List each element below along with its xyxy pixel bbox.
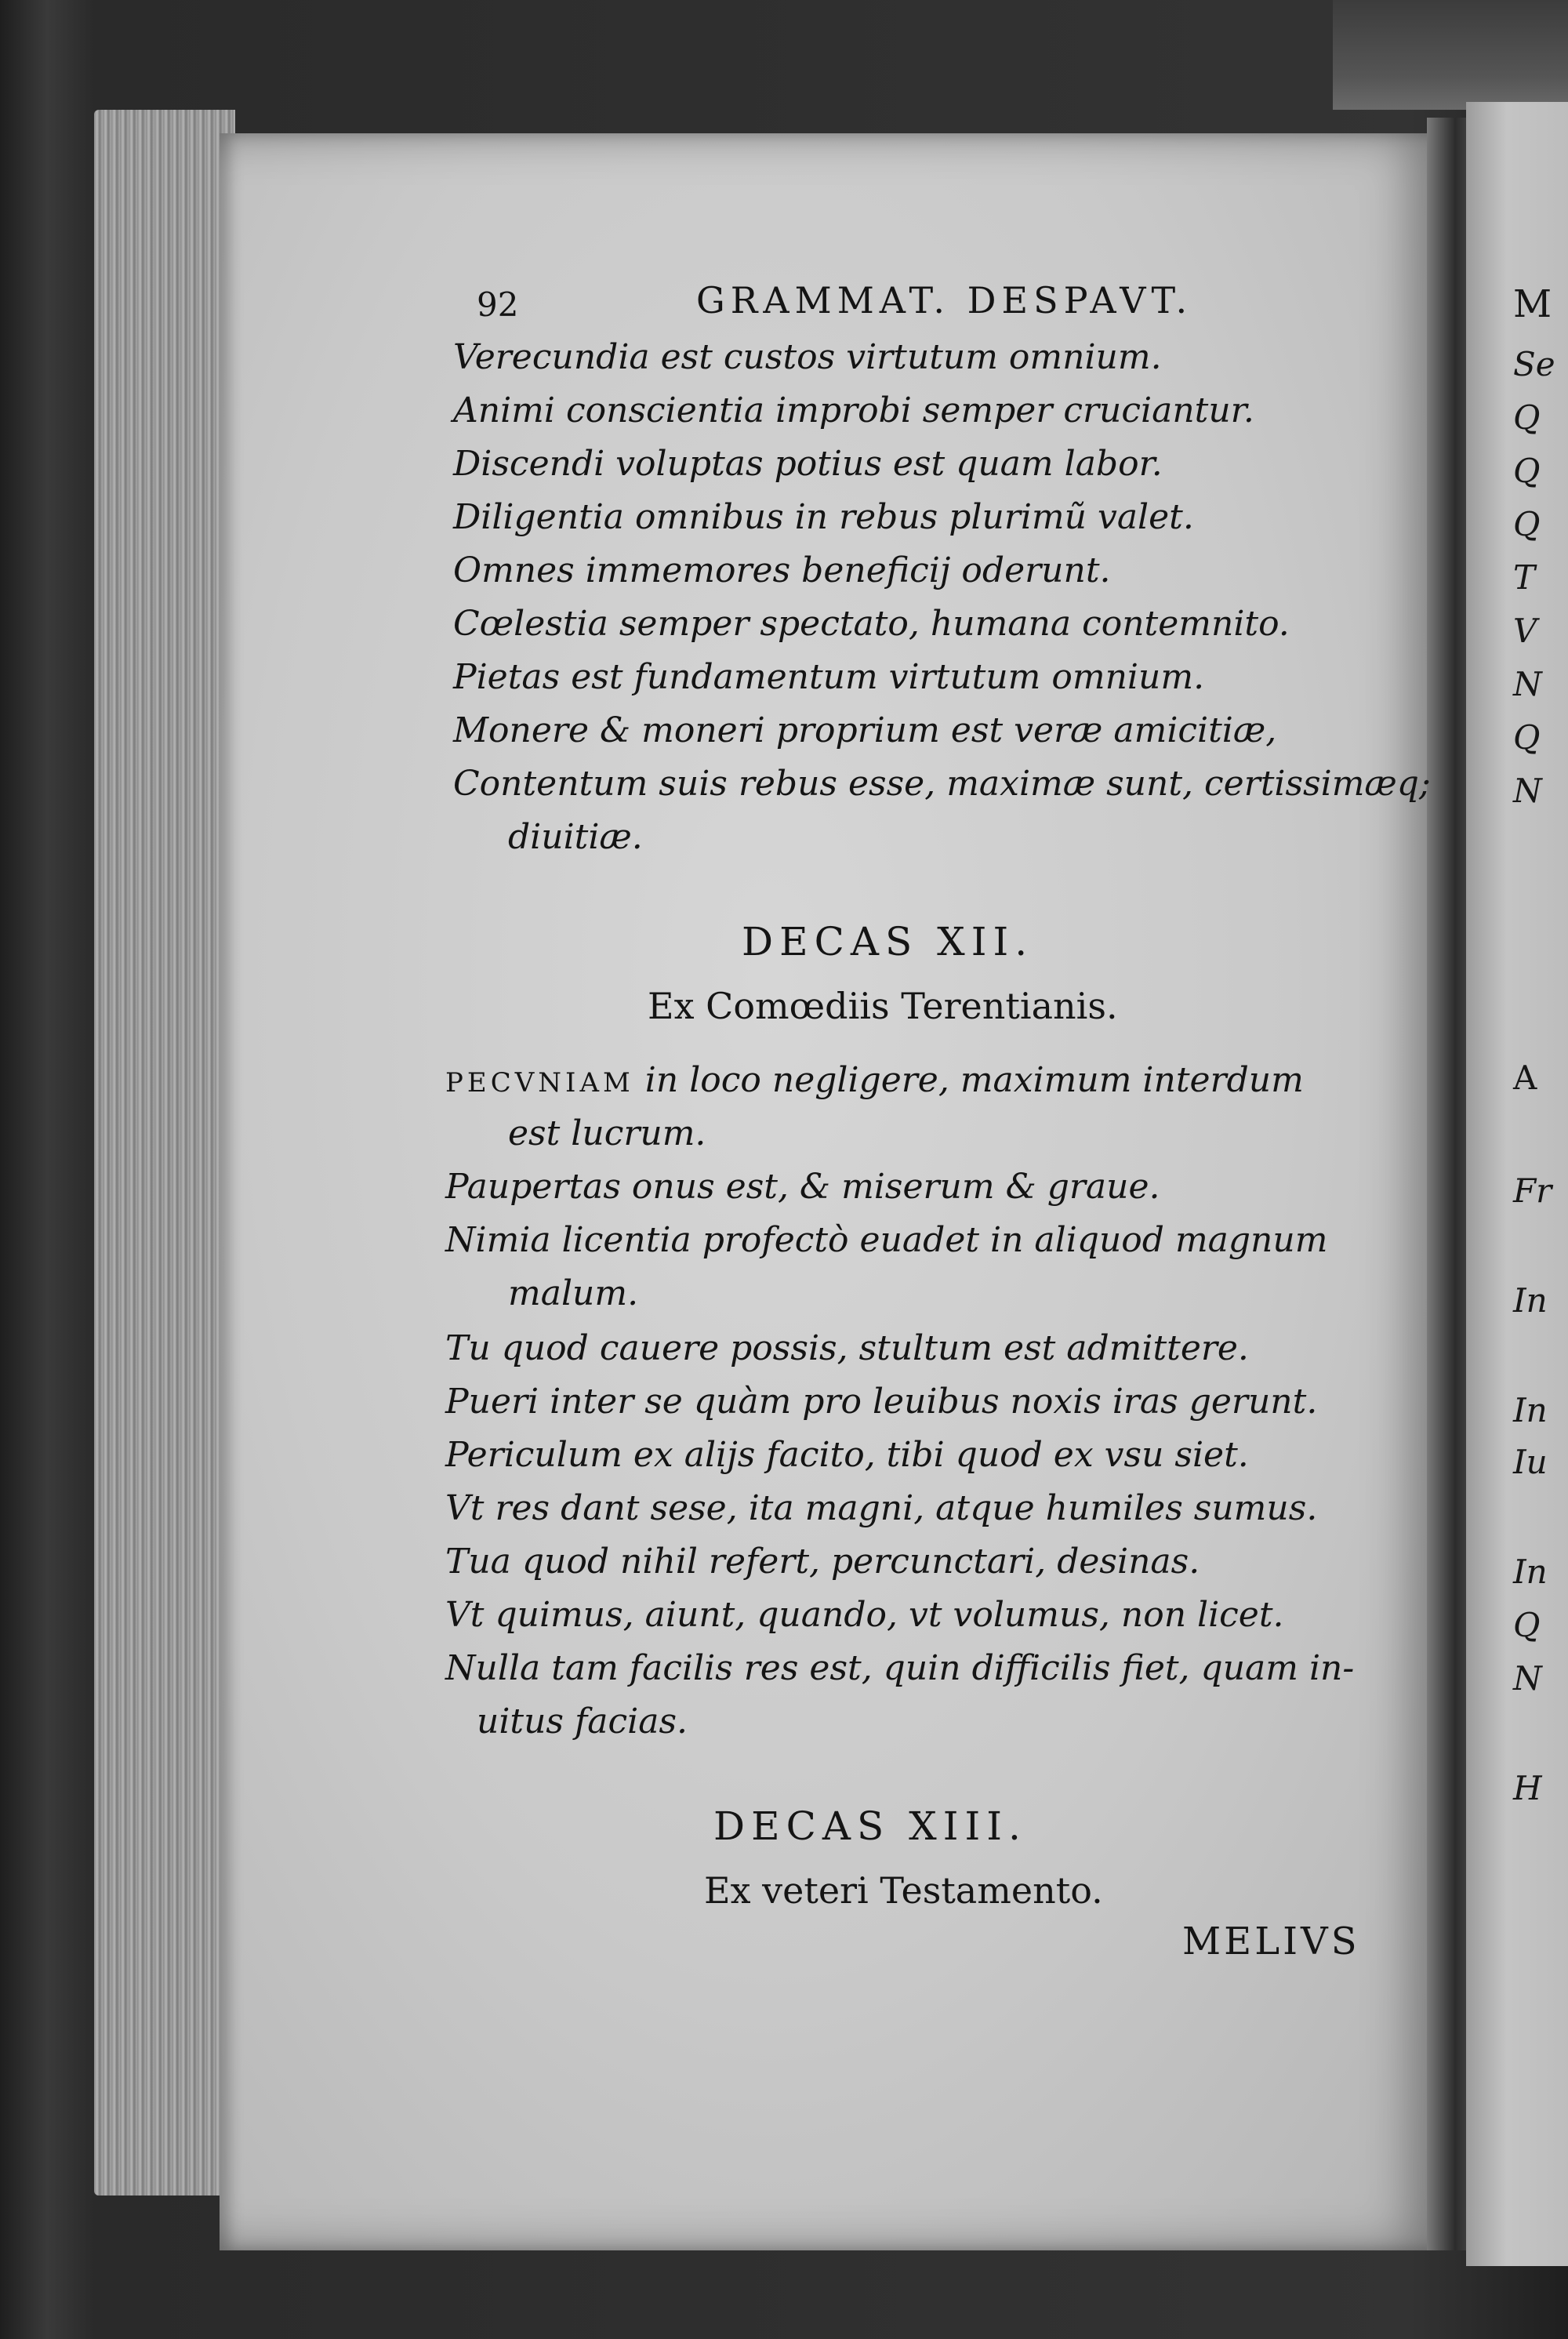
text-line: Omnes immemores beneficij oderunt.: [453, 550, 1111, 590]
text-line: Nulla tam facilis res est, quin difficilis fiet, quam in-: [445, 1648, 1355, 1688]
first-line-rest: in loco negligere, maximum interdum: [633, 1060, 1304, 1100]
text-line: Verecundia est custos virtutum omnium.: [453, 337, 1162, 377]
section-subheading: Ex Comœdiis Terentianis.: [648, 985, 1118, 1027]
right-page-fragment: N: [1513, 772, 1542, 810]
catchword: MELIVS: [1182, 1920, 1360, 1963]
right-page-fragment: Q: [1513, 718, 1541, 757]
text-line: Nimia licentia profectò euadet in aliquod magnum: [445, 1220, 1328, 1260]
text-line: Cœlestia semper spectato, humana contemnito.: [453, 604, 1290, 644]
page-edges: [94, 110, 235, 2196]
right-page-fragment: Q: [1513, 398, 1541, 437]
text-line: Discendi voluptas potius est quam labor.: [453, 444, 1163, 484]
text-line: Tu quod cauere possis, stultum est admittere.: [445, 1328, 1249, 1368]
text-line: Tua quod nihil refert, percunctari, desinas.: [445, 1542, 1200, 1582]
right-page-fragment: Se: [1513, 345, 1555, 383]
section-subheading: Ex veteri Testamento.: [704, 1869, 1103, 1912]
book-cloth-top: [1333, 0, 1568, 110]
text-line: Pietas est fundamentum virtutum omnium.: [453, 657, 1205, 697]
right-page-fragment: Q: [1513, 1606, 1541, 1644]
initial-caps-word: PECVNIAM: [445, 1067, 634, 1099]
right-page-fragment: N: [1513, 665, 1542, 703]
right-page-fragment: Q: [1513, 452, 1541, 490]
text-line: diuitiæ.: [508, 817, 643, 857]
right-page-fragment: Q: [1513, 505, 1541, 543]
text-line: Pueri inter se quàm pro leuibus noxis iras gerunt.: [445, 1382, 1318, 1422]
right-page-fragment: Fr: [1513, 1171, 1552, 1210]
running-head: GRAMMAT. DESPAVT.: [696, 279, 1193, 321]
text-line: uitus facias.: [477, 1702, 688, 1742]
text-line: Monere & moneri proprium est veræ amicitiæ,: [453, 710, 1277, 750]
right-page-fragment: T: [1513, 558, 1536, 597]
text-line: Vt res dant sese, ita magni, atque humiles sumus.: [445, 1488, 1318, 1528]
text-line: Periculum ex alijs facito, tibi quod ex vsu siet.: [445, 1435, 1249, 1475]
text-line: malum.: [508, 1273, 639, 1313]
right-page-fragment: M: [1513, 282, 1552, 326]
text-line: Contentum suis rebus esse, maximæ sunt, certissimæq;: [453, 764, 1431, 804]
text-line: Diligentia omnibus in rebus plurimũ valet.: [453, 497, 1194, 537]
right-page-fragment: In: [1513, 1281, 1548, 1320]
right-page-fragment: In: [1513, 1391, 1548, 1429]
right-page-fragment: In: [1513, 1553, 1548, 1591]
page-number: 92: [477, 285, 519, 324]
right-page-fragment: H: [1513, 1769, 1542, 1807]
right-page-fragment: A: [1513, 1059, 1537, 1097]
text-line: [445, 1060, 1304, 1100]
section-heading: DECAS XII.: [742, 919, 1034, 964]
section-heading: DECAS XIII.: [713, 1803, 1027, 1849]
text-line: Vt quimus, aiunt, quando, vt volumus, non licet.: [445, 1595, 1284, 1635]
text-line: Animi conscientia improbi semper cruciantur.: [453, 390, 1254, 430]
right-page-fragment: V: [1513, 612, 1537, 650]
right-page-fragment: N: [1513, 1659, 1542, 1698]
right-page-fragment: Iu: [1513, 1443, 1548, 1481]
text-line: Paupertas onus est, & miserum & graue.: [445, 1167, 1160, 1207]
text-line: est lucrum.: [508, 1113, 706, 1153]
